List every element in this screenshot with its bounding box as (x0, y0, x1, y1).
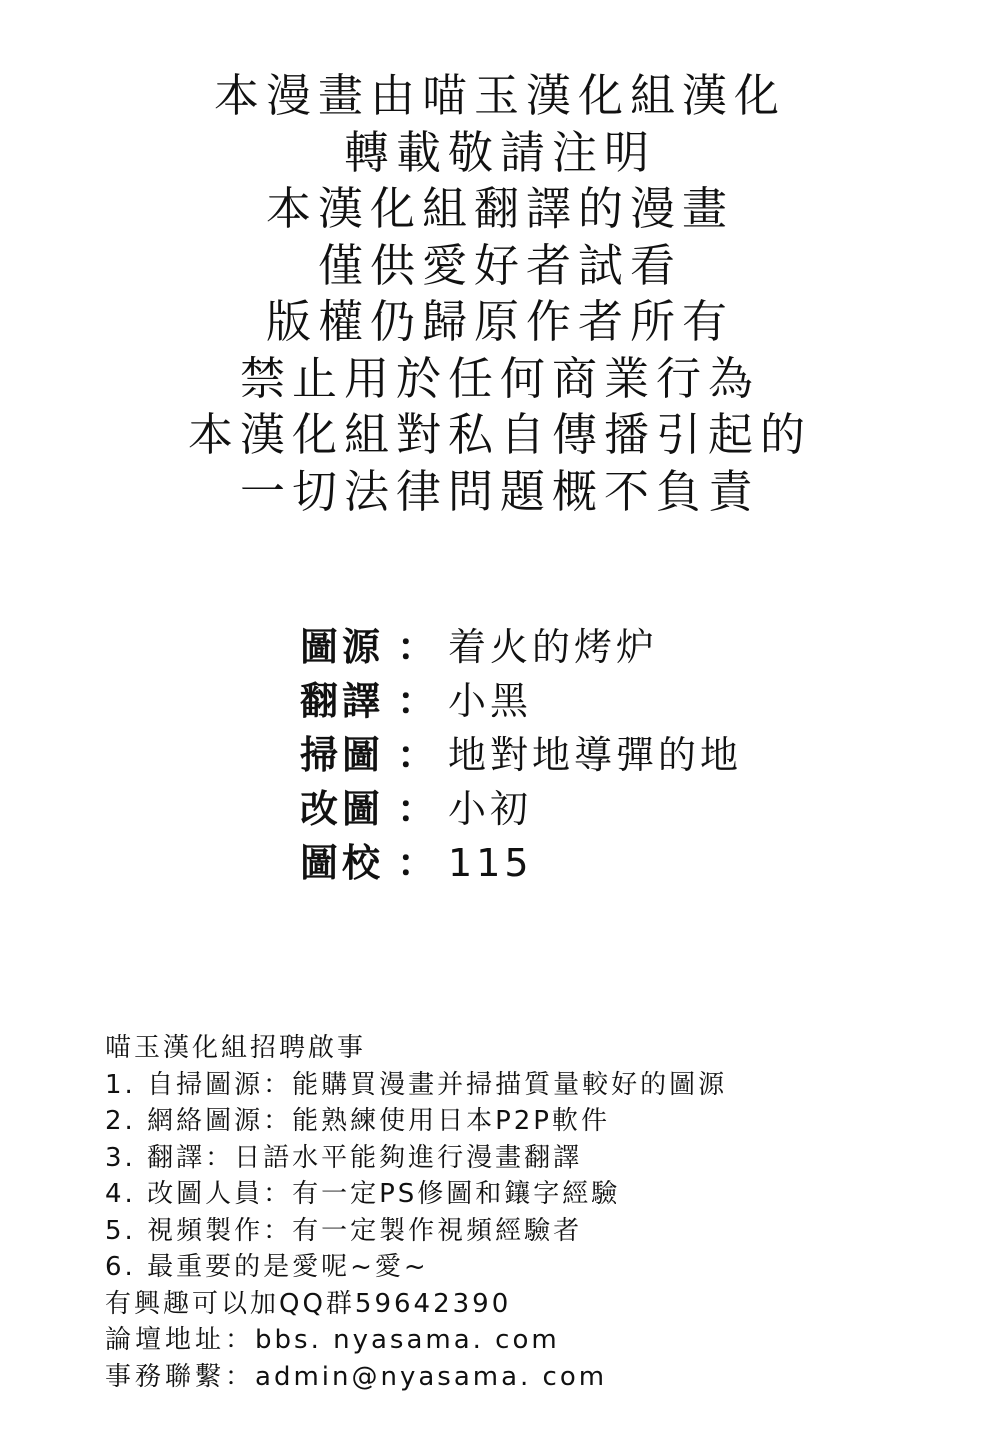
credit-role: 掃圖 (300, 733, 385, 777)
copyright-notice (0, 68, 1000, 520)
recruitment-item: 2. 網絡圖源：能熟練使用日本P2P軟件 (105, 1106, 610, 1136)
credit-row-translation (300, 674, 920, 728)
credit-role: 翻譯 (300, 679, 385, 723)
credit-name: 地對地導彈的地 (448, 733, 743, 777)
credit-role: 圖校 (300, 841, 385, 885)
recruitment-item: 5. 視頻製作：有一定製作視頻經驗者 (105, 1215, 583, 1246)
credit-name: 着火的烤炉 (448, 625, 659, 669)
credit-role: 圖源 (300, 625, 385, 669)
recruitment-notice (105, 1030, 965, 1395)
notice-line-8: 一切法律問題概不負責 (239, 464, 760, 518)
recruitment-item: 4. 改圖人員：有一定PS修圖和鑲字經驗 (105, 1179, 621, 1209)
notice-line-7: 本漢化組對私自傳播引起的 (187, 408, 812, 461)
recruitment-item: 1. 自掃圖源：能購買漫畫并掃描質量較好的圖源 (105, 1069, 728, 1100)
credit-separator: ： (397, 841, 436, 885)
credit-separator: ： (397, 625, 436, 669)
qq-group-line: 有興趣可以加QQ群59642390 (105, 1288, 512, 1319)
credit-name: 小黑 (448, 679, 533, 723)
forum-label: 論壇地址： (105, 1325, 256, 1355)
recruitment-item: 6. 最重要的是愛呢~愛~ (105, 1252, 429, 1282)
notice-line-1: 本漫畫由喵玉漢化組漢化 (213, 69, 786, 122)
credit-role: 改圖 (300, 787, 385, 831)
credit-name: 115 (448, 841, 533, 885)
contact-line (105, 1359, 965, 1396)
forum-address-line (105, 1322, 965, 1359)
notice-line-3: 本漢化組翻譯的漫畫 (265, 182, 734, 235)
credit-row-source (300, 620, 920, 674)
credit-separator: ： (397, 733, 436, 777)
credit-separator: ： (397, 679, 436, 723)
notice-line-5: 版權仍歸原作者所有 (265, 295, 734, 348)
credit-row-proofread (300, 836, 920, 890)
credit-row-edit (300, 782, 920, 836)
recruitment-title: 喵玉漢化組招聘啟事 (105, 1033, 367, 1063)
forum-url: bbs. nyasama. com (255, 1325, 560, 1355)
notice-line-6: 禁止用於任何商業行為 (239, 351, 760, 405)
contact-label: 事務聯繫： (105, 1361, 256, 1392)
notice-line-4: 僅供愛好者試看 (317, 238, 682, 292)
credit-name: 小初 (448, 787, 533, 831)
credit-separator: ： (397, 787, 436, 831)
staff-credits (300, 620, 920, 890)
contact-email: admin@nyasama. com (255, 1361, 608, 1392)
notice-line-2: 轉載敬請注明 (343, 125, 656, 179)
recruitment-item: 3. 翻譯：日語水平能夠進行漫畫翻譯 (105, 1142, 583, 1173)
credit-row-scan (300, 728, 920, 782)
